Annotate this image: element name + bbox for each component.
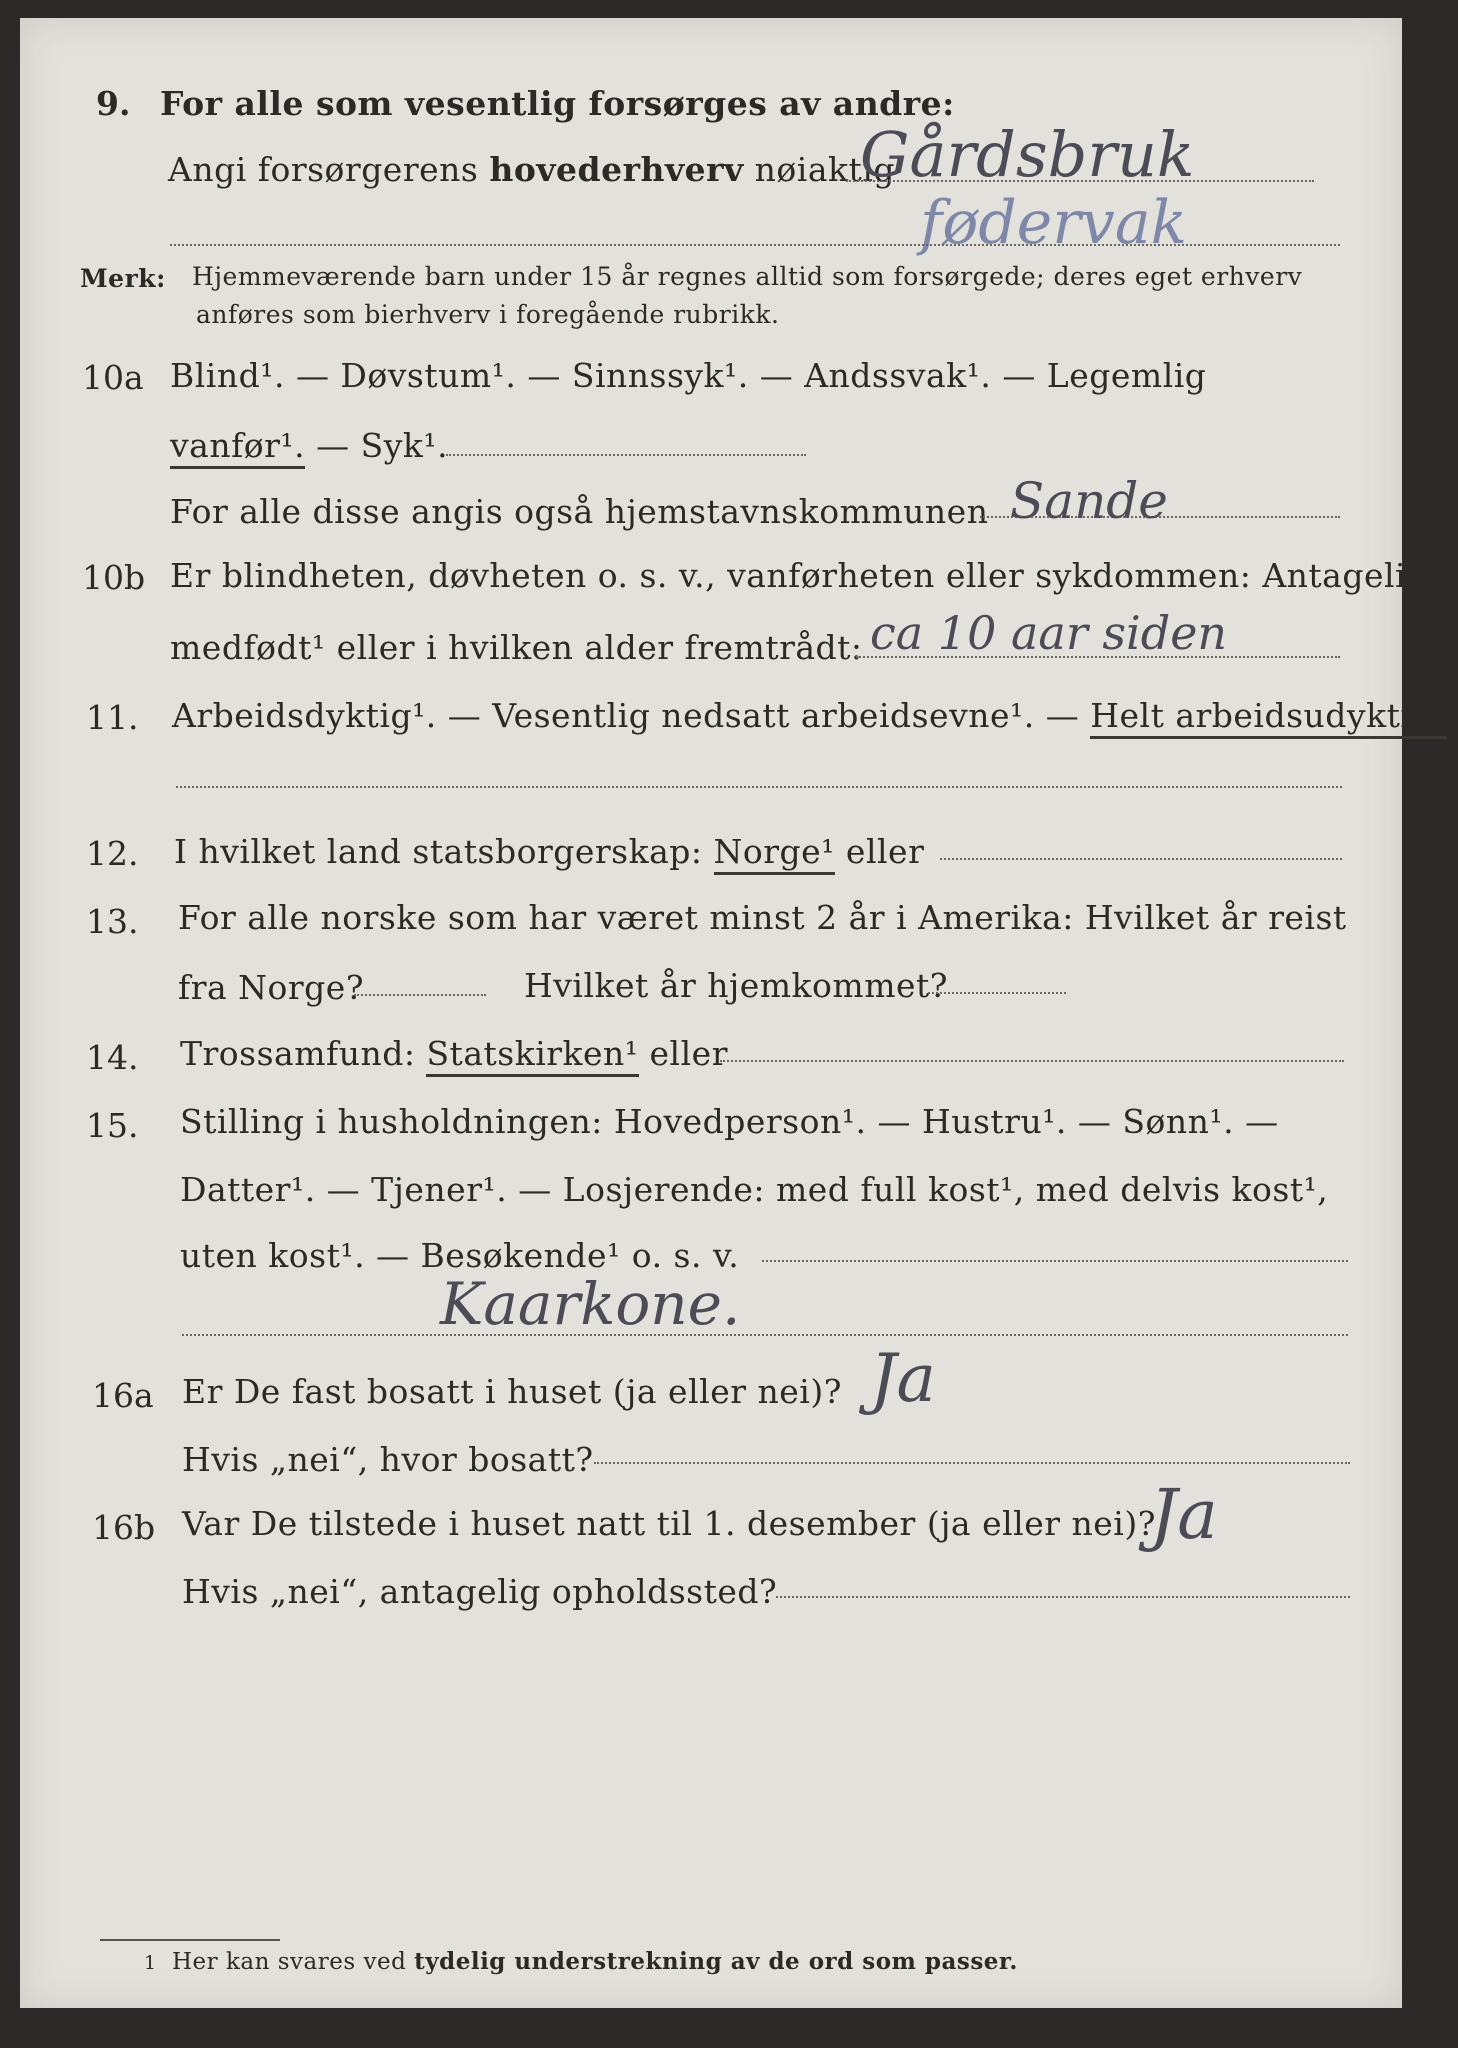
merk-line2: anføres som bierhverv i foregående rubrikk. — [196, 300, 780, 329]
q16b-answer-line — [776, 1596, 1350, 1598]
q15-number: 15. — [86, 1106, 139, 1145]
q10a-line3: For alle disse angis også hjemstavnskommunen — [170, 492, 989, 531]
q15-line3: uten kost¹. — Besøkende¹ o. s. v. — [180, 1236, 740, 1275]
q13-hjemkommet-line — [928, 992, 1066, 994]
q10b-line2: medfødt¹ eller i hvilken alder fremtrådt: — [170, 628, 863, 667]
q15-blank-line — [182, 1334, 1348, 1336]
q11-blank-line — [176, 786, 1342, 788]
q9-line1: For alle som vesentlig forsørges av andre: — [160, 84, 955, 123]
q13-reist-line — [354, 994, 486, 996]
vanfor-underlined: vanfør¹. — [170, 426, 305, 469]
q13-line2a: fra Norge? — [178, 968, 365, 1007]
q16a-line2: Hvis „nei“, hvor bosatt? — [182, 1440, 594, 1479]
q16b-line2: Hvis „nei“, antagelig opholdssted? — [182, 1572, 778, 1611]
q15-line1: Stilling i husholdningen: Hovedperson¹. — Hustru¹. — Sønn¹. — — [180, 1102, 1279, 1141]
merk-label: Merk: — [80, 264, 166, 293]
q10a-line1: Blind¹. — Døvstum¹. — Sinnssyk¹. — Andssvak¹. — Legemlig — [170, 356, 1207, 395]
merk-line1: Hjemmeværende barn under 15 år regnes alltid som forsørgede; deres eget erhverv — [192, 262, 1303, 291]
q13-line2b: Hvilket år hjemkommet? — [524, 966, 948, 1005]
q10b-line1: Er blindheten, døvheten o. s. v., vanførheten eller sykdommen: Antagelig — [170, 556, 1428, 595]
q16b-number: 16b — [92, 1508, 156, 1547]
footnote-mark: 1 — [144, 1952, 157, 1974]
q11-line1: Arbeidsdyktig¹. — Vesentlig nedsatt arbeidsevne¹. — Helt arbeidsudyktig¹. — [172, 696, 1458, 735]
q10a-line2: vanfør¹. — Syk¹. — [170, 426, 448, 465]
footnote-rule — [100, 1939, 280, 1941]
q10b-number: 10b — [82, 558, 146, 597]
q14-answer-line — [720, 1060, 1344, 1062]
q9-line2: Angi forsørgerens hovederhverv nøiaktig — [168, 150, 895, 189]
q12-answer-line — [940, 858, 1342, 860]
q15-line2: Datter¹. — Tjener¹. — Losjerende: med full kost¹, med delvis kost¹, — [180, 1170, 1329, 1209]
q16a-line1: Er De fast bosatt i huset (ja eller nei)? — [182, 1372, 842, 1411]
q15-answer-line — [762, 1260, 1348, 1262]
q16a-handwritten-answer: Ja — [870, 1340, 936, 1417]
q15-handwritten-answer: Kaarkone. — [440, 1270, 741, 1338]
q16b-line1: Var De tilstede i huset natt til 1. desember (ja eller nei)? — [182, 1504, 1156, 1543]
helt-arbeidsudyktig-underlined: Helt arbeidsudyktig¹ — [1090, 696, 1447, 739]
q10a-syk-line — [446, 454, 806, 456]
footnote-text: Her kan svares ved tydelig understrekning av de ord som passer. — [172, 1948, 1018, 1975]
q13-number: 13. — [86, 902, 139, 941]
q9-handwritten-answer-1: Gårdsbruk — [860, 118, 1195, 191]
q16a-answer-line — [594, 1462, 1350, 1464]
q11-number: 11. — [86, 698, 139, 737]
q12-number: 12. — [86, 834, 139, 873]
q9-number: 9. — [96, 84, 131, 123]
q9-blank-line — [170, 244, 1340, 246]
q10a-number: 10a — [82, 358, 144, 397]
q16a-number: 16a — [92, 1376, 154, 1415]
statskirken-underlined: Statskirken¹ — [426, 1034, 638, 1077]
norge-underlined: Norge¹ — [714, 832, 835, 875]
q12-line: I hvilket land statsborgerskap: Norge¹ eller — [174, 832, 924, 871]
q14-line: Trossamfund: Statskirken¹ eller — [180, 1034, 728, 1073]
q10b-handwritten-answer: ca 10 aar siden — [870, 606, 1228, 660]
q10a-handwritten-answer: Sande — [1010, 472, 1168, 530]
q13-line1: For alle norske som har været minst 2 år i Amerika: Hvilket år reist — [178, 898, 1347, 937]
q14-number: 14. — [86, 1038, 139, 1077]
q16b-handwritten-answer: Ja — [1150, 1476, 1218, 1555]
q9-handwritten-answer-2: fødervak — [920, 188, 1187, 258]
